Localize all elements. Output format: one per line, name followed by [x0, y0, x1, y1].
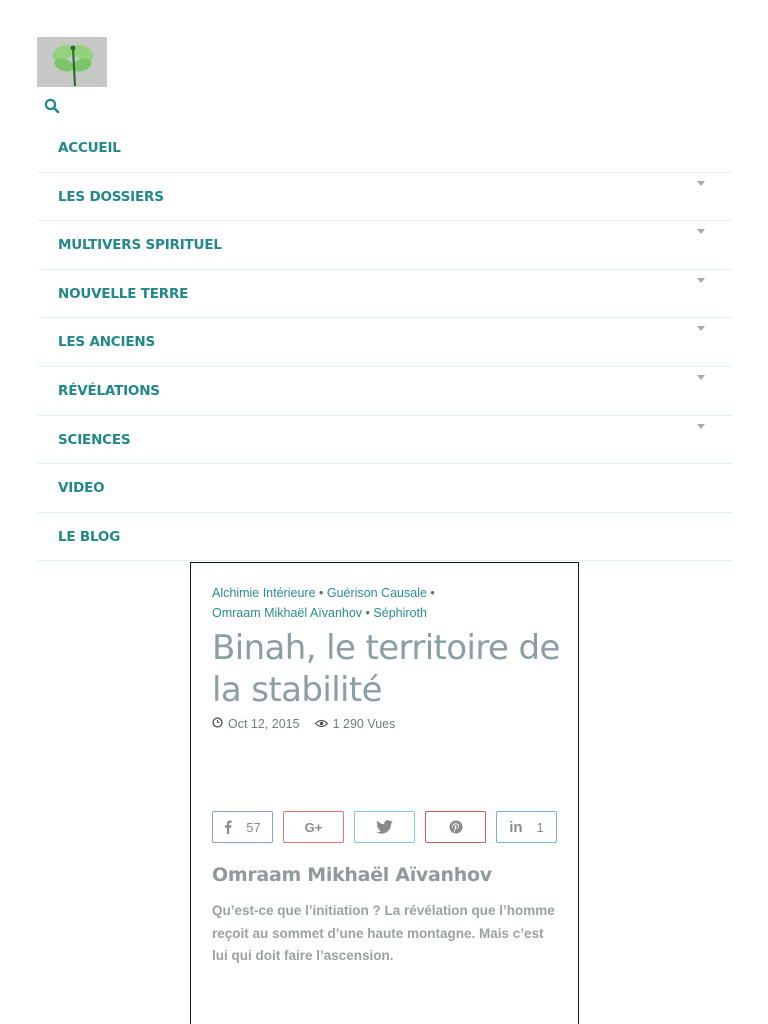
linkedin-share-count: 1	[536, 819, 544, 835]
category-link[interactable]: Séphiroth	[373, 606, 427, 620]
share-facebook-button[interactable]	[212, 811, 273, 843]
share-buttons	[212, 811, 560, 844]
nav-item-label: VIDEO	[58, 480, 105, 497]
category-separator: •	[319, 586, 324, 600]
post-date: Oct 12, 2015	[228, 717, 300, 731]
nav-item-accueil[interactable]	[37, 124, 732, 173]
facebook-icon	[224, 820, 232, 834]
nav-item-revelations[interactable]	[37, 367, 732, 416]
nav-item-les-anciens[interactable]	[37, 318, 732, 367]
site-logo[interactable]	[37, 37, 107, 87]
share-pinterest-button[interactable]	[425, 811, 486, 843]
nav-item-label: NOUVELLE TERRE	[58, 285, 189, 302]
category-separator: •	[430, 586, 435, 600]
post-categories	[212, 583, 562, 623]
nav-item-label: LES ANCIENS	[58, 334, 155, 351]
pinterest-icon	[449, 820, 463, 834]
share-linkedin-button[interactable]	[496, 811, 557, 843]
google-plus-icon: G+	[304, 819, 323, 835]
nav-item-label: LE BLOG	[58, 528, 121, 545]
post-title[interactable]: Binah, le territoire de la stabilité	[212, 628, 560, 710]
caret-down-icon[interactable]	[697, 326, 705, 331]
post-author-heading: Omraam Mikhaël Aïvanhov	[212, 864, 492, 886]
linkedin-icon: in	[509, 818, 523, 836]
share-twitter-button[interactable]	[354, 811, 415, 843]
nav-item-le-blog[interactable]	[37, 513, 732, 562]
post-card	[190, 562, 579, 1024]
caret-down-icon[interactable]	[697, 278, 705, 283]
category-link[interactable]: Guérison Causale	[326, 586, 427, 600]
nav-item-label: LES DOSSIERS	[58, 188, 164, 205]
nav-item-video[interactable]	[37, 464, 732, 513]
eye-icon	[315, 717, 328, 731]
category-link[interactable]: Omraam Mikhaël Aïvanhov	[212, 606, 363, 620]
category-link[interactable]: Alchimie Intérieure	[212, 586, 316, 600]
caret-down-icon[interactable]	[697, 424, 705, 429]
post-meta	[212, 717, 395, 731]
caret-down-icon[interactable]	[697, 181, 705, 186]
nav-item-label: RÉVÉLATIONS	[58, 382, 160, 399]
twitter-icon	[376, 820, 393, 834]
share-googleplus-button[interactable]	[283, 811, 344, 843]
caret-down-icon[interactable]	[697, 229, 705, 234]
nav-item-multivers-spirituel[interactable]	[37, 221, 732, 270]
search-button[interactable]	[44, 98, 62, 116]
search-icon	[44, 98, 60, 114]
dragonfly-logo-icon	[37, 37, 107, 87]
post-views: 1 290 Vues	[332, 717, 396, 731]
nav-item-les-dossiers[interactable]	[37, 173, 732, 222]
facebook-share-count: 57	[246, 819, 261, 835]
clock-icon	[212, 717, 223, 731]
nav-item-label: MULTIVERS SPIRITUEL	[58, 237, 222, 254]
nav-item-nouvelle-terre[interactable]	[37, 270, 732, 319]
category-separator: •	[365, 606, 370, 620]
nav-item-label: SCIENCES	[58, 431, 131, 448]
main-navigation	[37, 124, 732, 561]
caret-down-icon[interactable]	[697, 375, 705, 380]
post-excerpt: Qu’est-ce que l’initiation ? La révélation que l’homme reçoit au sommet d’une haute montagne. Mais c’est lui qui doit faire l’ascension.	[212, 903, 555, 963]
nav-item-sciences[interactable]	[37, 416, 732, 465]
nav-item-label: ACCUEIL	[58, 140, 121, 156]
